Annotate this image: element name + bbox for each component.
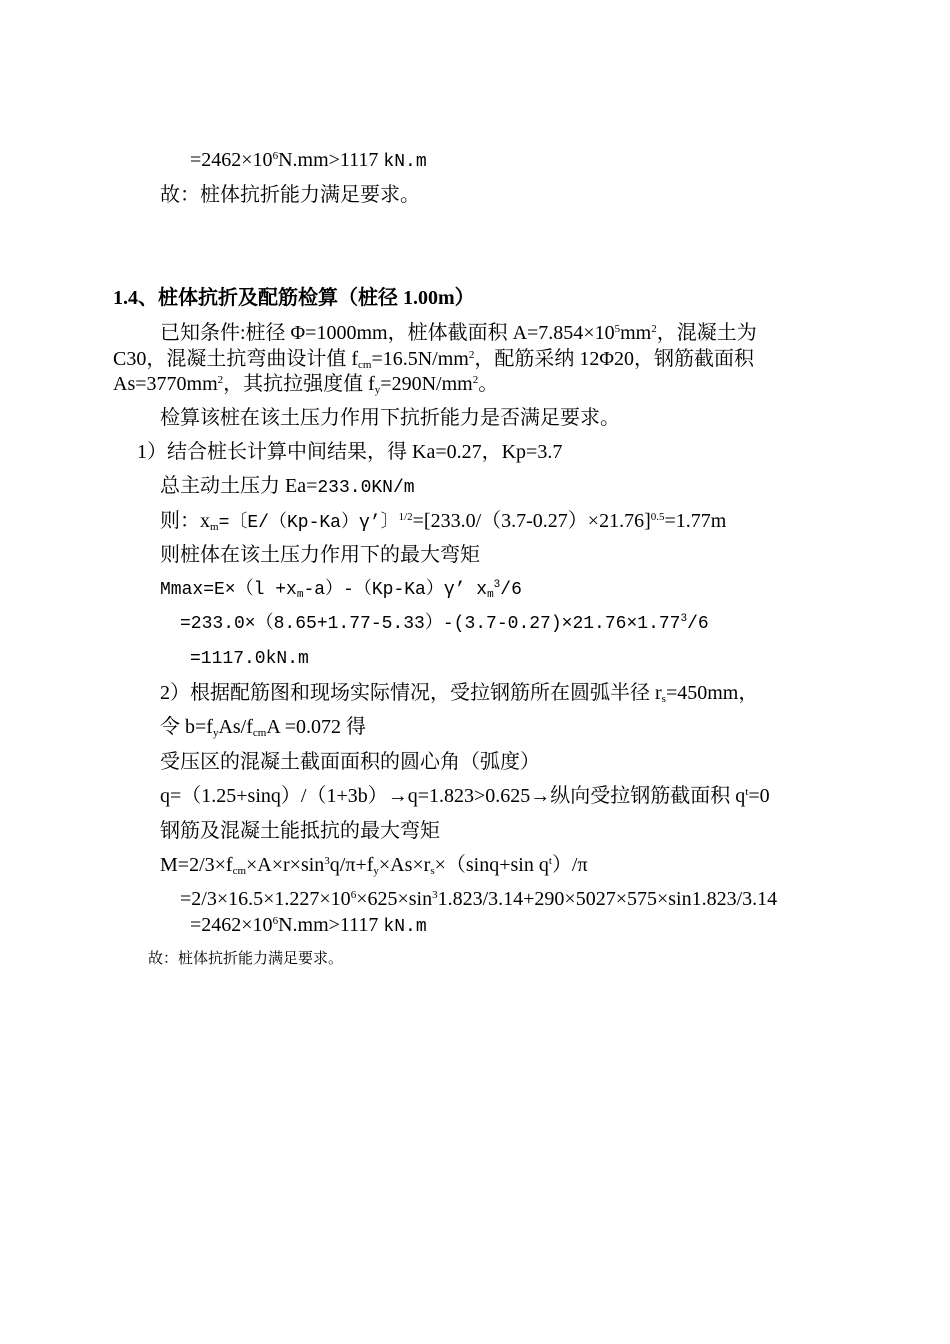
subscript: y	[212, 727, 219, 739]
subscript: cm	[252, 727, 267, 739]
subscript: cm	[232, 865, 247, 877]
m-formula	[160, 852, 588, 878]
subscript: cm	[358, 359, 372, 371]
b-ratio-line	[160, 714, 366, 740]
known-text: =290N/mm	[380, 373, 473, 395]
mmax-formula	[160, 577, 522, 603]
b-text: A =0.072 得	[266, 716, 366, 738]
mmax-text: Mmax=E×（l +x	[160, 580, 297, 600]
m-text: ×A×r×sin	[246, 854, 325, 876]
m-calc-text: 1.823/3.14+290×5027×575×sin1.823/3.14	[437, 888, 778, 910]
exponent: t	[548, 855, 552, 867]
section-heading: 1.4、桩体抗折及配筋检算（桩径 1.00m）	[113, 287, 475, 309]
ea-value: 233.0KN/m	[317, 478, 415, 498]
mmax-text: /6	[500, 580, 522, 600]
exponent: 6	[350, 889, 357, 901]
m-result-compare: N.mm>1117	[278, 914, 379, 936]
b-text: 令 b=f	[160, 716, 213, 738]
q-text: =0	[748, 785, 770, 807]
subscript: m	[210, 521, 219, 533]
q-equation	[160, 783, 770, 809]
known-conditions-line-2	[113, 346, 754, 372]
subscript: y	[373, 865, 379, 877]
m-calculation	[180, 886, 777, 912]
xm-text: =1.77m	[664, 510, 727, 532]
top-result-unit: kN.m	[383, 152, 427, 172]
top-result-exponent: 6	[272, 150, 279, 162]
step-2-text: =450mm，	[665, 682, 759, 704]
subscript: y	[374, 384, 381, 396]
exponent: 2	[651, 323, 657, 335]
resist-intro: 钢筋及混凝土能抵抗的最大弯矩	[160, 820, 440, 842]
m-calc-text: ×625×sin	[356, 888, 433, 910]
m-text: ）/π	[551, 854, 588, 876]
step-2-text: 2）根据配筋图和现场实际情况，受拉钢筋所在圆弧半径 r	[160, 682, 662, 704]
known-text: ，其抗拉强度值 f	[223, 373, 375, 395]
angle-intro: 受压区的混凝土截面面积的圆心角（弧度）	[160, 751, 540, 773]
xm-text: 则：x	[160, 510, 210, 532]
b-text: As/f	[218, 716, 253, 738]
m-text: ×As×r	[378, 854, 431, 876]
known-text: 。	[478, 373, 499, 395]
subscript: s	[661, 693, 666, 705]
known-text: C30，混凝土抗弯曲设计值 f	[113, 348, 358, 370]
m-text: ×（sinq+sin q	[434, 854, 549, 876]
known-conditions-line-3	[113, 371, 498, 397]
top-result-line	[190, 147, 427, 175]
mmax-text: -a）-（Kp-Ka）γ’ x	[303, 580, 488, 600]
known-text: As=3770mm	[113, 373, 218, 395]
q-text: q=（1.25+sinq）/（1+3b）→q=1.823>0.625→纵向受拉钢筋截面积 q	[160, 785, 746, 807]
m-text: q/π+f	[329, 854, 374, 876]
step-2	[160, 680, 758, 706]
known-text: =16.5N/mm	[371, 348, 469, 370]
m-result	[190, 912, 427, 940]
xm-text: =〔E/（Kp-Ka）γ’〕	[218, 513, 399, 533]
mmax-calculation	[180, 611, 709, 637]
exponent: 2	[468, 349, 475, 361]
m-calc-text: =2/3×16.5×1.227×10	[180, 888, 351, 910]
exponent: 3	[680, 613, 688, 625]
top-result-value: =2462×10	[190, 149, 273, 171]
exponent: t	[745, 786, 749, 798]
known-text: mm	[620, 322, 652, 344]
xm-formula	[160, 508, 726, 536]
mmax-calc-text: /6	[687, 614, 709, 634]
exponent: 0.5	[650, 511, 665, 523]
subscript: s	[430, 865, 435, 877]
exponent: 3	[324, 855, 330, 867]
exponent: 2	[472, 374, 479, 386]
step-1: 1）结合桩长计算中间结果，得 Ka=0.27，Kp=3.7	[137, 441, 563, 463]
exponent: 5	[614, 323, 621, 335]
final-conclusion: 故：桩体抗折能力满足要求。	[148, 951, 344, 967]
exponent: 3	[493, 579, 501, 591]
top-result-compare: N.mm>1117	[278, 149, 379, 171]
known-text: ，配筋采纳 12Φ20，钢筋截面积	[474, 348, 754, 370]
mmax-calc-text: =233.0×（8.65+1.77-5.33）-(3.7-0.27)×21.76×1.77	[180, 614, 681, 634]
m-text: M=2/3×f	[160, 854, 233, 876]
known-text: ，混凝土为	[656, 322, 757, 344]
exponent: 3	[432, 889, 438, 901]
mmax-result: =1117.0kN.m	[190, 649, 309, 669]
top-conclusion: 故：桩体抗折能力满足要求。	[160, 184, 420, 206]
subscript: m	[487, 589, 494, 601]
m-result-value: =2462×10	[190, 914, 273, 936]
known-conditions-line-1	[160, 320, 757, 346]
m-result-unit: kN.m	[383, 917, 427, 937]
ea-label: 总主动土压力 Ea=	[160, 475, 318, 497]
check-statement: 检算该桩在该土压力作用下抗折能力是否满足要求。	[160, 407, 620, 429]
exponent: 1/2	[398, 511, 413, 523]
exponent: 2	[217, 374, 224, 386]
known-text: 已知条件:桩径 Φ=1000mm，桩体截面积 A=7.854×10	[160, 322, 615, 344]
subscript: m	[296, 589, 304, 601]
xm-text: =[233.0/（3.7-0.27）×21.76]	[412, 510, 651, 532]
moment-intro: 则桩体在该土压力作用下的最大弯矩	[160, 544, 480, 566]
active-earth-pressure	[160, 473, 415, 501]
exponent: 6	[272, 915, 279, 927]
